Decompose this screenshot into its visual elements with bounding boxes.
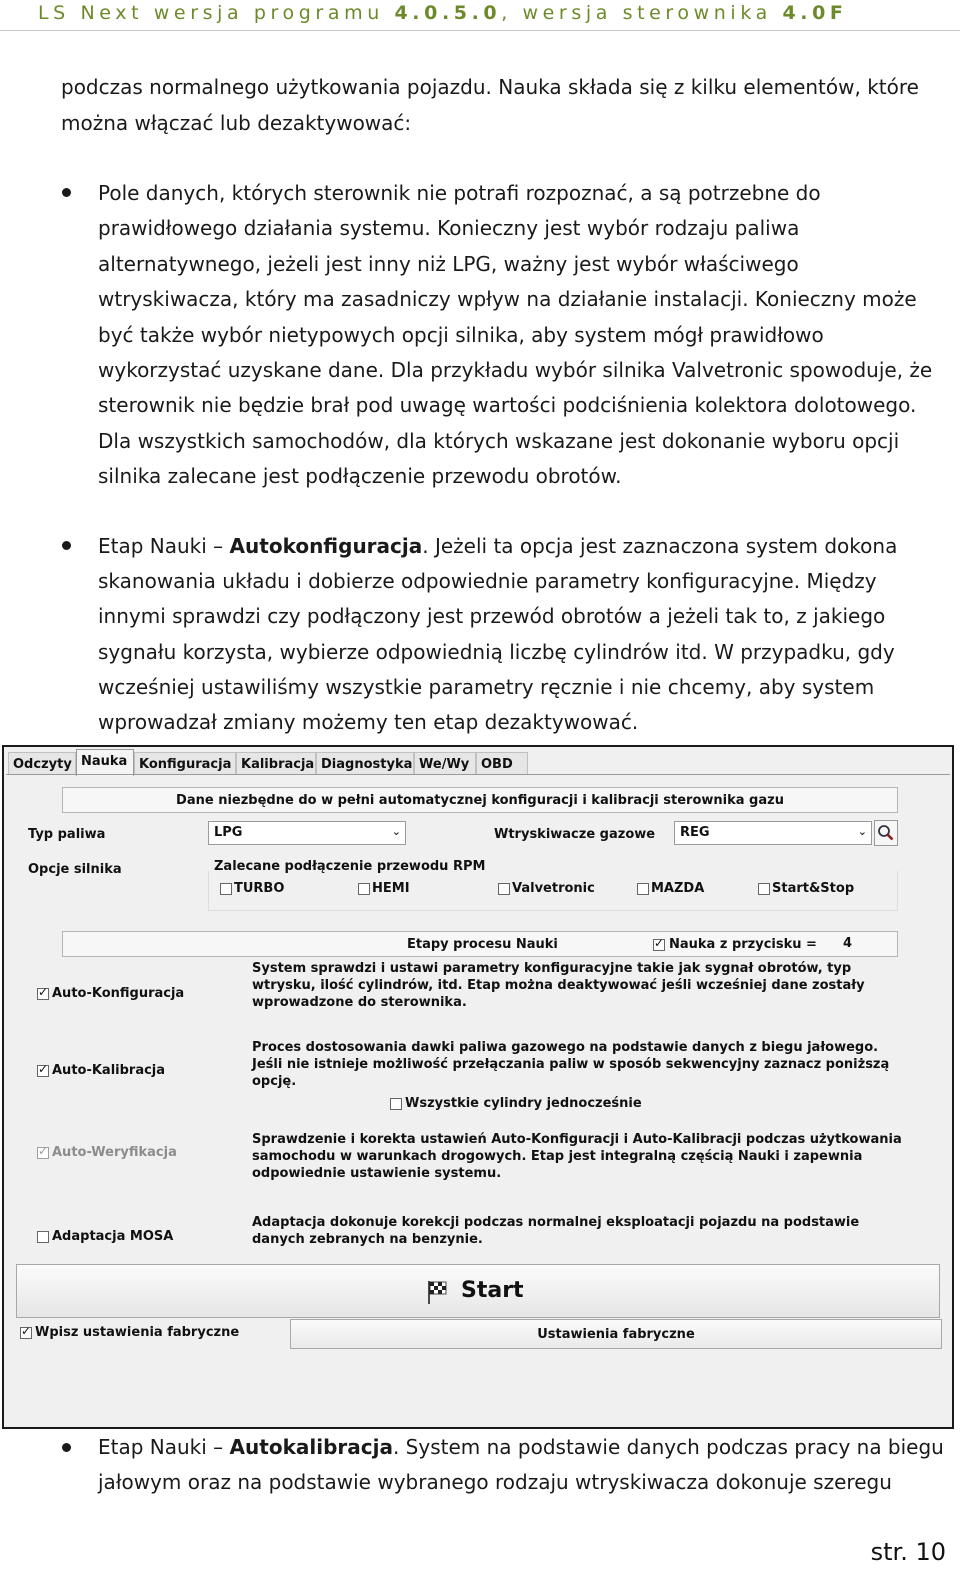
stage-desc-line: opcję. bbox=[252, 1074, 297, 1089]
factory-settings-checkbox-label: Wpisz ustawienia fabryczne bbox=[35, 1325, 240, 1340]
bullet-dot bbox=[62, 541, 71, 550]
bullet1-line: wtryskiwacza, który ma zasadniczy wpływ na działanie instalacji. Konieczny może bbox=[98, 287, 917, 311]
stage-desc-line: danych zebranych na benzynie. bbox=[252, 1232, 483, 1247]
button-learning-label: Nauka z przycisku = bbox=[669, 937, 817, 952]
chevron-down-icon: ⌄ bbox=[857, 825, 867, 838]
header-prefix: LS Next wersja programu bbox=[38, 2, 395, 24]
start-label: Start bbox=[461, 1278, 524, 1303]
engine-options-label: Opcje silnika bbox=[28, 862, 122, 877]
injectors-value: REG bbox=[680, 825, 710, 840]
all-cylinders-label: Wszystkie cylindry jednocześnie bbox=[405, 1096, 642, 1111]
page-header bbox=[38, 2, 848, 24]
stage-desc-line: Proces dostosowania dawki paliwa gazowego na podstawie danych z biegu jałowego. bbox=[252, 1040, 879, 1055]
turbo-label: TURBO bbox=[234, 881, 285, 896]
start-stop-checkbox[interactable] bbox=[758, 883, 770, 895]
tab-we-wy[interactable]: We/Wy bbox=[414, 752, 476, 775]
tab-obd[interactable]: OBD bbox=[476, 752, 528, 775]
factory-settings-button[interactable]: Ustawienia fabryczne bbox=[290, 1319, 942, 1349]
button-learning-value: 4 bbox=[843, 936, 853, 951]
all-cylinders-checkbox[interactable] bbox=[390, 1098, 402, 1110]
bullet2-term: Autokonfiguracja bbox=[229, 534, 423, 558]
tab-divider bbox=[6, 774, 950, 775]
fuel-type-value: LPG bbox=[214, 825, 243, 840]
bullet1-line: być także wybór nietypowych opcji silnika, aby system mógł prawidłowo bbox=[98, 323, 824, 347]
bullet2-line: skanowania układu i dobierze odpowiednie parametry konfiguracyjne. Między bbox=[98, 569, 877, 593]
stage-desc-line: wprowadzone do sterownika. bbox=[252, 995, 467, 1010]
header-rule bbox=[0, 30, 960, 31]
start-stop-label: Start&Stop bbox=[772, 881, 855, 896]
intro-line-1: podczas normalnego użytkowania pojazdu. Nauka składa się z kilku elementów, które bbox=[61, 75, 919, 99]
hemi-label: HEMI bbox=[372, 881, 410, 896]
app-window bbox=[2, 745, 954, 1429]
start-button[interactable] bbox=[16, 1264, 940, 1318]
turbo-checkbox[interactable] bbox=[220, 883, 232, 895]
bullet2-line: innymi sprawdzi czy podłączony jest przewód obrotów a jeżeli tak to, z jakiego bbox=[98, 604, 886, 628]
bullet2-line: wcześniej ustawiliśmy wszystkie parametry ręcznie i nie chcemy, aby system bbox=[98, 675, 875, 699]
bullet-dot bbox=[62, 188, 71, 197]
hemi-checkbox[interactable] bbox=[358, 883, 370, 895]
bullet2-rest: . Jeżeli ta opcja jest zaznaczona system dokona bbox=[422, 534, 898, 558]
injectors-label: Wtryskiwacze gazowe bbox=[494, 827, 656, 842]
stage-desc-line: System sprawdzi i ustawi parametry konfiguracyjne takie jak sygnał obrotów, typ bbox=[252, 961, 852, 976]
tab-diagnostyka[interactable]: Diagnostyka bbox=[316, 752, 414, 775]
bullet3-term: Autokalibracja bbox=[229, 1435, 393, 1459]
stage-desc-line: odpowiednie ustawienie systemu. bbox=[252, 1166, 502, 1181]
bullet3-line-first bbox=[98, 1430, 944, 1465]
intro-line-2: można włączać lub dezaktywować: bbox=[61, 111, 412, 135]
auto-kalibracja-checkbox[interactable] bbox=[37, 1065, 49, 1077]
bullet1-line: prawidłowego działania systemu. Konieczny jest wybór rodzaju paliwa bbox=[98, 216, 800, 240]
fuel-type-label: Typ paliwa bbox=[28, 827, 106, 842]
auto-konfiguracja-label: Auto-Konfiguracja bbox=[52, 986, 185, 1001]
rpm-group-label: Zalecane podłączenie przewodu RPM bbox=[214, 859, 486, 874]
auto-weryfikacja-label: Auto-Weryfikacja bbox=[52, 1145, 177, 1160]
section-title-bar: Dane niezbędne do w pełni automatycznej konfiguracji i kalibracji sterownika gazu bbox=[62, 787, 898, 813]
header-program-version: 4.0.5.0 bbox=[394, 2, 502, 24]
mazda-label: MAZDA bbox=[651, 881, 705, 896]
auto-kalibracja-label: Auto-Kalibracja bbox=[52, 1063, 166, 1078]
search-icon bbox=[875, 821, 897, 845]
stage-desc-line: wtrysku, ilość cylindrów, itd. Etap można deaktywować jeśli wcześniej dane zostały bbox=[252, 978, 865, 993]
bullet3-lead: Etap Nauki – bbox=[98, 1435, 230, 1459]
bullet2-line: wprowadzał zmiany możemy ten etap dezaktywować. bbox=[98, 710, 639, 734]
tab-nauka[interactable]: Nauka bbox=[76, 749, 134, 776]
fuel-type-select[interactable] bbox=[208, 821, 406, 845]
adaptacja-mosa-label: Adaptacja MOSA bbox=[52, 1229, 174, 1244]
bullet2-lead: Etap Nauki – bbox=[98, 534, 230, 558]
auto-weryfikacja-checkbox[interactable] bbox=[37, 1147, 49, 1159]
mazda-checkbox[interactable] bbox=[637, 883, 649, 895]
bullet2-line: sygnału korzysta, wybierze odpowiednią liczbę cylindrów itd. W przypadku, gdy bbox=[98, 640, 895, 664]
bullet3-line: jałowym oraz na podstawie wybranego rodzaju wtryskiwacza dokonuje szeregu bbox=[98, 1470, 892, 1494]
bullet1-line: silnika zalecane jest podłączenie przewodu obrotów. bbox=[98, 464, 622, 488]
tab-konfiguracja[interactable]: Konfiguracja bbox=[134, 752, 236, 775]
bullet3-rest: . System na podstawie danych podczas pracy na biegu bbox=[392, 1435, 944, 1459]
bullet-dot bbox=[62, 1443, 71, 1452]
valvetronic-label: Valvetronic bbox=[512, 881, 595, 896]
stages-title-bar bbox=[62, 931, 898, 957]
bullet1-line: wykorzystać uzyskane dane. Dla przykładu wybór silnika Valvetronic spowoduje, że bbox=[98, 358, 933, 382]
page-number: str. 10 bbox=[870, 1538, 946, 1566]
stage-desc-line: Sprawdzenie i korekta ustawień Auto-Konfiguracji i Auto-Kalibracji podczas użytkowania bbox=[252, 1132, 902, 1147]
tab-bar bbox=[6, 749, 946, 775]
bullet2-line-first bbox=[98, 529, 897, 564]
tab-odczyty[interactable]: Odczyty bbox=[8, 752, 76, 775]
stages-title: Etapy procesu Nauki bbox=[407, 937, 558, 952]
factory-settings-checkbox[interactable] bbox=[20, 1327, 32, 1339]
button-learning-checkbox[interactable] bbox=[653, 939, 665, 951]
valvetronic-checkbox[interactable] bbox=[498, 883, 510, 895]
injector-search-button[interactable] bbox=[874, 820, 898, 846]
bullet1-line: sterownik nie będzie brał pod uwagę wartości podciśnienia kolektora dolotowego. bbox=[98, 393, 917, 417]
header-driver-version: 4.0F bbox=[782, 2, 848, 24]
bullet1-line: Dla wszystkich samochodów, dla których wskazane jest dokonanie wyboru opcji bbox=[98, 429, 900, 453]
auto-konfiguracja-checkbox[interactable] bbox=[37, 988, 49, 1000]
checkered-flag-icon bbox=[427, 1279, 449, 1305]
stage-desc-line: samochodu w warunkach drogowych. Etap jest integralną częścią Nauki i zapewnia bbox=[252, 1149, 863, 1164]
stage-desc-line: Jeśli nie istnieje możliwość przełączania paliw w sposób sekwencyjny zaznacz poniższą bbox=[252, 1057, 890, 1072]
injectors-select[interactable] bbox=[674, 821, 872, 845]
bullet1-line: Pole danych, których sterownik nie potrafi rozpoznać, a są potrzebne do bbox=[98, 181, 821, 205]
stage-desc-line: Adaptacja dokonuje korekcji podczas normalnej eksploatacji pojazdu na podstawie bbox=[252, 1215, 860, 1230]
bullet1-line: alternatywnego, jeżeli jest inny niż LPG, ważny jest wybór właściwego bbox=[98, 252, 799, 276]
header-middle: , wersja sterownika bbox=[501, 2, 783, 24]
tab-kalibracja[interactable]: Kalibracja bbox=[236, 752, 316, 775]
chevron-down-icon: ⌄ bbox=[391, 825, 401, 838]
adaptacja-mosa-checkbox[interactable] bbox=[37, 1231, 49, 1243]
